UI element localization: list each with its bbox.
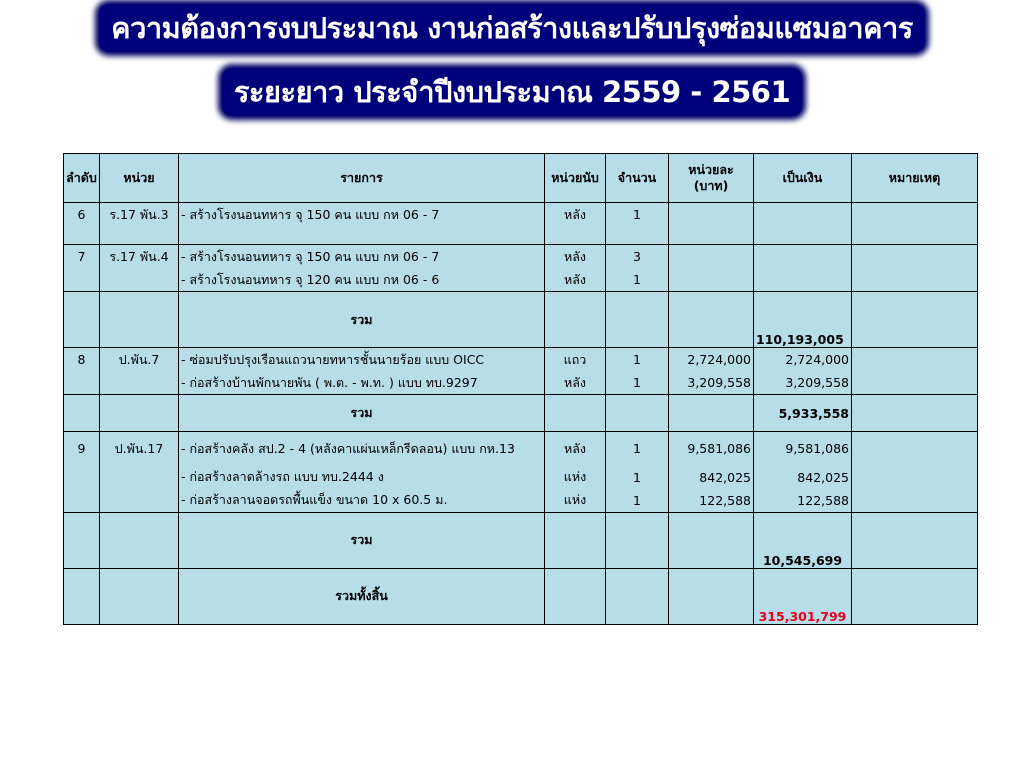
cell-unit: [100, 268, 179, 292]
header-amount: เป็นเงิน: [754, 154, 852, 203]
cell-item: - ก่อสร้างบ้านพักนายพัน ( พ.ต. - พ.ท. ) แบบ ทบ.9297: [179, 371, 545, 395]
cell-unit: ร.17 พัน.4: [100, 245, 179, 269]
table-row: [64, 348, 978, 372]
table-row: [64, 489, 978, 513]
subtotal-row: [64, 292, 978, 348]
cell-amount: 9,581,086: [754, 432, 852, 466]
cell-count-unit: หลัง: [545, 268, 606, 292]
cell-quantity: 1: [606, 348, 669, 372]
table-header-row: [64, 154, 978, 203]
cell-unit-price: 3,209,558: [669, 371, 754, 395]
cell-remark: [852, 203, 978, 227]
cell-unit: ร.17 พัน.3: [100, 203, 179, 227]
cell-remark: [852, 432, 978, 466]
header-unit-price: หน่วยละ (บาท): [669, 154, 754, 203]
cell-amount: [754, 203, 852, 227]
cell-quantity: 1: [606, 371, 669, 395]
header-quantity: จำนวน: [606, 154, 669, 203]
cell-no: [64, 489, 100, 513]
table-row: [64, 203, 978, 227]
subtotal-value: 5,933,558: [754, 395, 852, 432]
header-no: ลำดับ: [64, 154, 100, 203]
table-row: [64, 268, 978, 292]
budget-table: [63, 153, 978, 625]
cell-unit: [100, 489, 179, 513]
cell-remark: [852, 348, 978, 372]
cell-remark: [852, 245, 978, 269]
cell-no: 7: [64, 245, 100, 269]
subtotal-row: [64, 395, 978, 432]
cell-count-unit: แห่ง: [545, 489, 606, 513]
page-title: ความต้องการงบประมาณ งานก่อสร้างและปรับปรุงซ่อมแซมอาคาร: [99, 4, 925, 52]
subtotal-value: 10,545,699: [754, 512, 852, 568]
cell-item: - สร้างโรงนอนทหาร จุ 150 คน แบบ กห 06 - 7: [179, 203, 545, 227]
title-line-2-wrap: [0, 68, 1024, 116]
cell-no: [64, 466, 100, 489]
cell-unit: [100, 371, 179, 395]
cell-quantity: 1: [606, 203, 669, 227]
cell-item: - ก่อสร้างลานจอดรถพื้นแข็ง ขนาด 10 x 60.5 ม.: [179, 489, 545, 513]
grand-total-value: 315,301,799: [754, 568, 852, 624]
cell-item: - ซ่อมปรับปรุงเรือนแถวนายทหารชั้นนายร้อย แบบ OICC: [179, 348, 545, 372]
cell-unit-price: [669, 268, 754, 292]
cell-count-unit: หลัง: [545, 371, 606, 395]
header-remark: หมายเหตุ: [852, 154, 978, 203]
cell-count-unit: หลัง: [545, 245, 606, 269]
cell-quantity: 1: [606, 466, 669, 489]
title-line-1-wrap: [0, 4, 1024, 52]
cell-quantity: 3: [606, 245, 669, 269]
subtotal-label: รวม: [179, 292, 545, 348]
cell-unit-price: 2,724,000: [669, 348, 754, 372]
cell-count-unit: แถว: [545, 348, 606, 372]
subtotal-value: 110,193,005: [754, 292, 852, 348]
cell-unit-price: 122,588: [669, 489, 754, 513]
grand-total-row: [64, 568, 978, 624]
cell-amount: 842,025: [754, 466, 852, 489]
cell-item: - สร้างโรงนอนทหาร จุ 120 คน แบบ กห 06 - 6: [179, 268, 545, 292]
cell-unit: ป.พัน.7: [100, 348, 179, 372]
cell-count-unit: หลัง: [545, 432, 606, 466]
table-row: [64, 466, 978, 489]
table-row: [64, 432, 978, 466]
cell-amount: 2,724,000: [754, 348, 852, 372]
header-item: รายการ: [179, 154, 545, 203]
table-row: [64, 245, 978, 269]
cell-amount: [754, 245, 852, 269]
cell-unit-price: 9,581,086: [669, 432, 754, 466]
cell-quantity: 1: [606, 432, 669, 466]
cell-amount: 122,588: [754, 489, 852, 513]
cell-amount: [754, 268, 852, 292]
cell-quantity: 1: [606, 268, 669, 292]
subtotal-label: รวม: [179, 395, 545, 432]
cell-count-unit: หลัง: [545, 203, 606, 227]
cell-remark: [852, 371, 978, 395]
table-row: [64, 371, 978, 395]
cell-unit-price: [669, 203, 754, 227]
cell-unit: ป.พัน.17: [100, 432, 179, 466]
cell-remark: [852, 268, 978, 292]
cell-amount: 3,209,558: [754, 371, 852, 395]
cell-unit-price: [669, 245, 754, 269]
header-unit: หน่วย: [100, 154, 179, 203]
grand-total-label: รวมทั้งสิ้น: [179, 568, 545, 624]
subtotal-label: รวม: [179, 512, 545, 568]
subtotal-row: [64, 512, 978, 568]
page-subtitle: ระยะยาว ประจำปีงบประมาณ 2559 - 2561: [222, 68, 802, 116]
cell-item: - สร้างโรงนอนทหาร จุ 150 คน แบบ กห 06 - 7: [179, 245, 545, 269]
header-count-unit: หน่วยนับ: [545, 154, 606, 203]
cell-no: 8: [64, 348, 100, 372]
cell-quantity: 1: [606, 489, 669, 513]
cell-remark: [852, 466, 978, 489]
cell-no: 6: [64, 203, 100, 227]
cell-unit: [100, 466, 179, 489]
cell-no: 9: [64, 432, 100, 466]
cell-item: - ก่อสร้างลาดล้างรถ แบบ ทบ.2444 ง: [179, 466, 545, 489]
cell-no: [64, 371, 100, 395]
cell-unit-price: 842,025: [669, 466, 754, 489]
cell-no: [64, 268, 100, 292]
cell-count-unit: แห่ง: [545, 466, 606, 489]
cell-remark: [852, 489, 978, 513]
cell-item: - ก่อสร้างคลัง สป.2 - 4 (หลังคาแผ่นเหล็กรีดลอน) แบบ กห.13: [179, 432, 545, 466]
spacer-row: [64, 226, 978, 245]
